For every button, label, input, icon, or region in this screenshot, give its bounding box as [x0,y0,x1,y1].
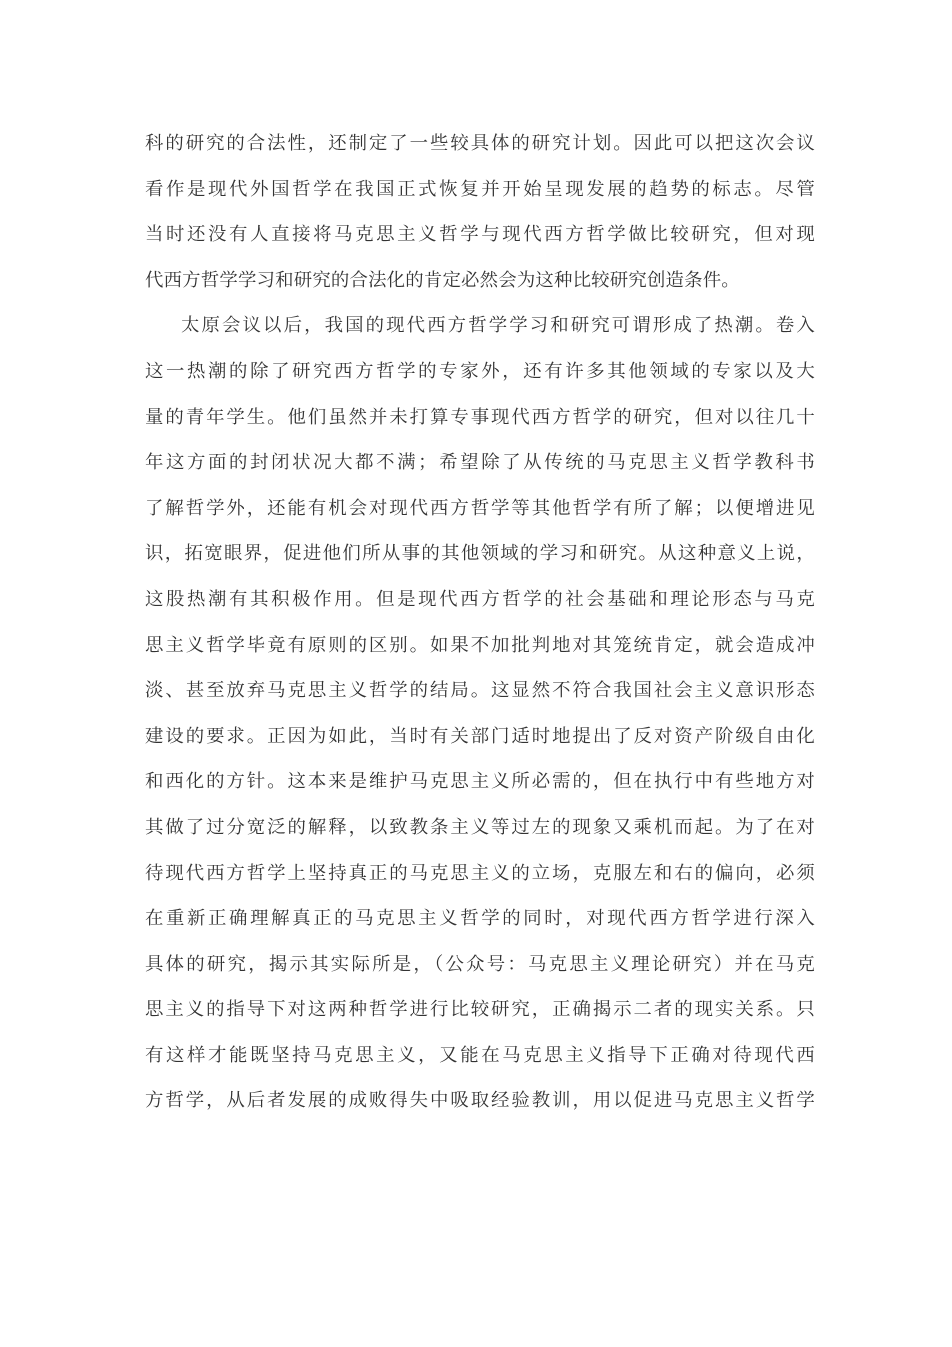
text-line: 待现代西方哲学上坚持真正的马克思主义的立场，克服左和右的偏向，必须 [145,862,815,884]
text-line: 看作是现代外国哲学在我国正式恢复并开始呈现发展的趋势的标志。尽管 [145,178,815,200]
text-line: 思主义的指导下对这两种哲学进行比较研究，正确揭示二者的现实关系。只 [145,999,815,1021]
text-line: 量的青年学生。他们虽然并未打算专事现代西方哲学的研究，但对以往几十 [145,406,815,428]
text-line: 和西化的方针。这本来是维护马克思主义所必需的，但在执行中有些地方对 [145,771,815,793]
text-line: 思主义哲学毕竟有原则的区别。如果不加批判地对其笼统肯定，就会造成冲 [145,634,815,656]
text-line: 识，拓宽眼界，促进他们所从事的其他领域的学习和研究。从这种意义上说， [145,543,815,565]
text-line: 年这方面的封闭状况大都不满；希望除了从传统的马克思主义哲学教科书 [145,452,815,474]
paragraph-1 [145,121,815,303]
text-line: 方哲学，从后者发展的成败得失中吸取经验教训，用以促进马克思主义哲学 [145,1090,815,1112]
text-line: 具体的研究，揭示其实际所是，（公众号：马克思主义理论研究）并在马克 [145,953,815,975]
text-line: 太原会议以后，我国的现代西方哲学学习和研究可谓形成了热潮。卷入 [181,315,815,337]
text-line: 建设的要求。正因为如此，当时有关部门适时地提出了反对资产阶级自由化 [145,725,815,747]
text-line: 这股热潮有其积极作用。但是现代西方哲学的社会基础和理论形态与马克 [145,588,815,610]
text-line: 代西方哲学学习和研究的合法化的肯定必然会为这种比较研究创造条件。 [145,269,740,291]
text-line: 当时还没有人直接将马克思主义哲学与现代西方哲学做比较研究，但对现 [145,224,815,246]
text-line: 有这样才能既坚持马克思主义，又能在马克思主义指导下正确对待现代西 [145,1044,815,1066]
paragraph-2 [145,303,815,1124]
text-line: 这一热潮的除了研究西方哲学的专家外，还有许多其他领域的专家以及大 [145,360,815,382]
body-text [145,121,815,1124]
text-line: 在重新正确理解真正的马克思主义哲学的同时，对现代西方哲学进行深入 [145,908,815,930]
text-line: 科的研究的合法性，还制定了一些较具体的研究计划。因此可以把这次会议 [145,133,815,154]
text-line: 淡、甚至放弃马克思主义哲学的结局。这显然不符合我国社会主义意识形态 [145,680,815,702]
text-line: 其做了过分宽泛的解释，以致教条主义等过左的现象又乘机而起。为了在对 [145,816,815,838]
text-line: 了解哲学外，还能有机会对现代西方哲学等其他哲学有所了解；以便增进见 [145,497,815,519]
